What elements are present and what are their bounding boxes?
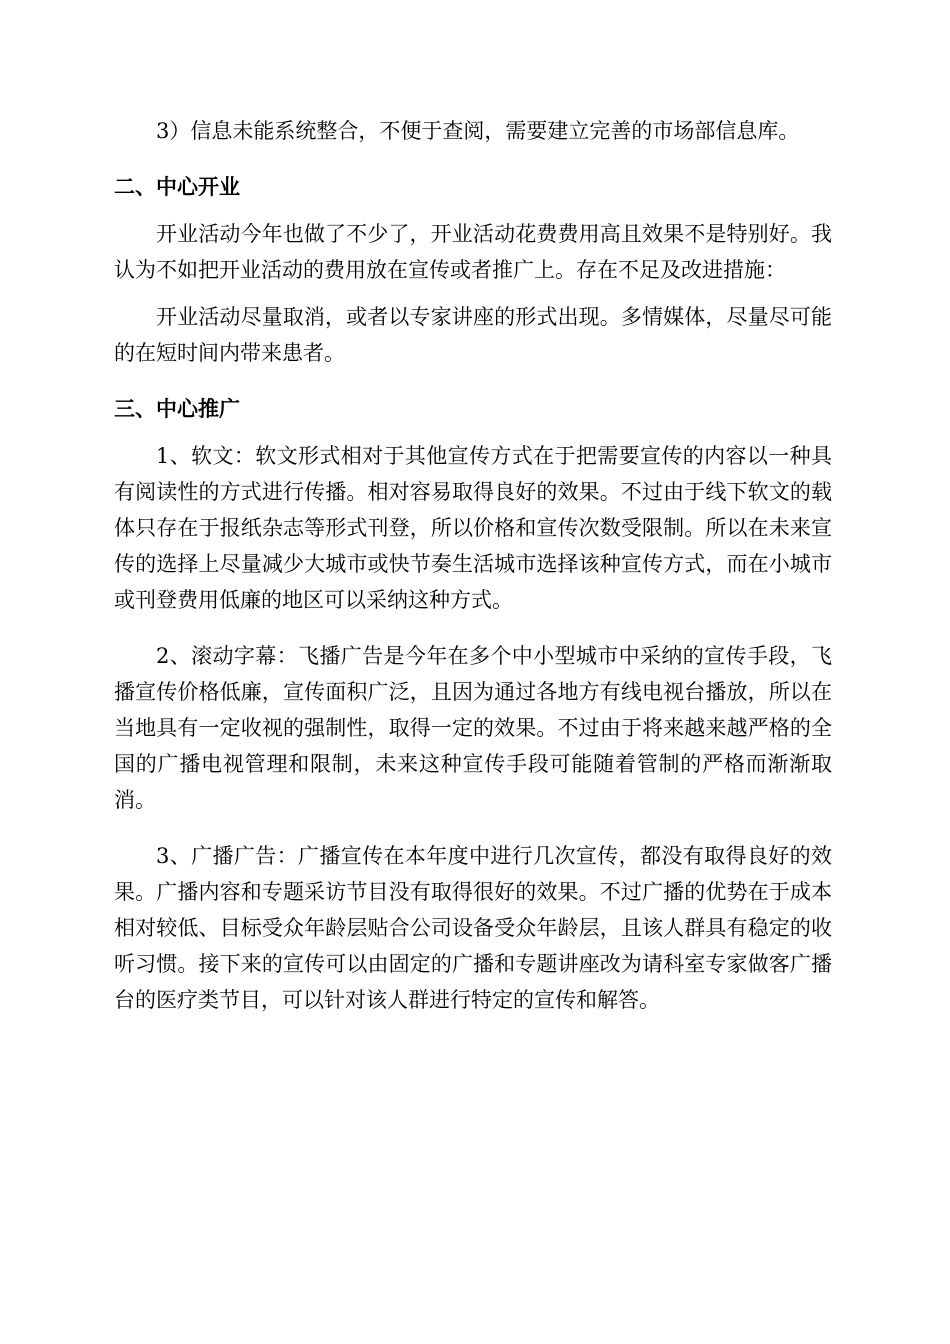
paragraph-opening-activities: 开业活动今年也做了不少了，开业活动花费费用高且效果不是特别好。我认为不如把开业活动的费用放在宣传或者推广上。存在不足及改进措施： (114, 222, 832, 282)
document-page (114, 113, 832, 1018)
paragraph-info-integration: 3）信息未能系统整合，不便于查阅，需要建立完善的市场部信息库。 (156, 119, 800, 143)
section-heading-center-promotion: 三、中心推广 (114, 397, 240, 421)
section-heading-center-opening: 二、中心开业 (114, 175, 240, 199)
paragraph-soft-articles: 1、软文：软文形式相对于其他宣传方式在于把需要宣传的内容以一种具有阅读性的方式进行传播。相对容易取得良好的效果。不过由于线下软文的载体只存在于报纸杂志等形式刊登，所以价格和宣传次数受限制。所以在未来宣传的选择上尽量减少大城市或快节奏生活城市选择该种宣传方式，而在小城市或刊登费用低廉的地区可以采纳这种方式。 (114, 444, 832, 612)
paragraph-scrolling-captions: 2、滚动字幕：飞播广告是今年在多个中小型城市中采纳的宣传手段，飞播宣传价格低廉，宣传面积广泛，且因为通过各地方有线电视台播放，所以在当地具有一定收视的强制性，取得一定的效果。不过由于将来越来越严格的全国的广播电视管理和限制，未来这种宣传手段可能随着管制的严格而渐渐取消。 (114, 644, 832, 812)
paragraph-opening-improvements: 开业活动尽量取消，或者以专家讲座的形式出现。多情媒体，尽量尽可能的在短时间内带来患者。 (114, 305, 832, 365)
paragraph-radio-ads: 3、广播广告：广播宣传在本年度中进行几次宣传，都没有取得良好的效果。广播内容和专题采访节目没有取得很好的效果。不过广播的优势在于成本相对较低、目标受众年龄层贴合公司设备受众年龄层，且该人群具有稳定的收听习惯。接下来的宣传可以由固定的广播和专题讲座改为请科室专家做客广播台的医疗类节目，可以针对该人群进行特定的宣传和解答。 (114, 844, 832, 1012)
